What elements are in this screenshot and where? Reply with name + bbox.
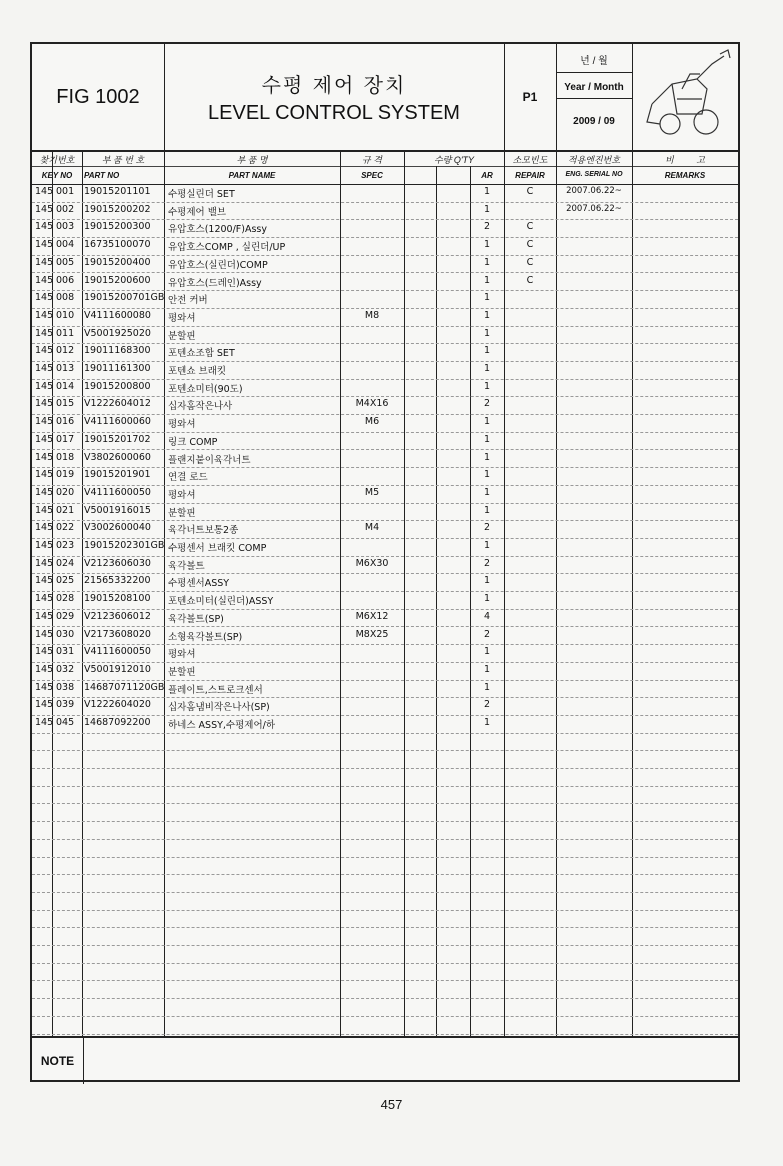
key-number: 005 (56, 256, 75, 268)
part-qty: 2 (483, 557, 491, 569)
key-number: 017 (56, 433, 75, 445)
table-row (32, 750, 738, 769)
key-prefix: 145 (35, 327, 54, 339)
table-row (32, 804, 738, 823)
key-number: 016 (56, 416, 75, 428)
part-repair: C (526, 221, 534, 233)
part-qty: 2 (483, 699, 491, 711)
note-section (32, 1036, 738, 1084)
part-number: V5001912010 (84, 663, 151, 675)
figure-number: FIG 1002 (56, 85, 140, 108)
part-number: 14687092200 (84, 717, 151, 728)
col-spec-ko: 규 격 (362, 155, 382, 165)
table-row (32, 892, 738, 911)
table-row (32, 910, 738, 929)
table-row (32, 786, 738, 805)
part-spec: M4X16 (355, 398, 389, 410)
part-name: 평와셔 (168, 489, 196, 501)
part-name: 수평센서 브래킷 COMP (168, 543, 267, 554)
part-name: 육각볼트 (168, 560, 205, 572)
part-repair: C (526, 239, 534, 251)
part-number: 16735100070 (84, 239, 151, 251)
key-number: 018 (56, 451, 75, 463)
table-row (32, 467, 738, 486)
table-row (32, 644, 738, 663)
key-number: 019 (56, 469, 75, 481)
key-number: 022 (56, 522, 75, 534)
col-serial-ko: 적용엔진번호 (567, 155, 621, 165)
key-prefix: 145 (35, 540, 54, 551)
table-row (32, 821, 738, 840)
part-number: 19015202301GB (84, 540, 165, 551)
key-prefix: 145 (35, 433, 54, 445)
part-name: 연결 로드 (168, 472, 208, 484)
part-name: 평와셔 (168, 649, 196, 661)
col-key-en: KEY NO (41, 171, 73, 180)
table-row (32, 591, 738, 610)
year-month-korean: 년 / 월 (580, 56, 608, 67)
key-prefix: 145 (35, 309, 54, 321)
part-spec: M6X30 (355, 557, 389, 569)
col-repair-ko: 소모빈도 (512, 155, 548, 165)
part-number: V5001925020 (84, 327, 151, 339)
part-number: 19015201101 (84, 186, 151, 197)
part-name: 소형육각볼트(SP) (168, 631, 243, 643)
part-number: 19015200300 (84, 221, 151, 233)
table-row (32, 733, 738, 752)
part-number: 19011168300 (84, 345, 151, 357)
key-number: 045 (56, 717, 75, 728)
part-qty: 1 (483, 593, 491, 605)
tractor-loader-illustration-icon (632, 44, 738, 150)
key-prefix: 145 (35, 203, 54, 215)
part-name: 분할핀 (168, 330, 196, 342)
key-number: 025 (56, 575, 75, 587)
key-number: 020 (56, 486, 75, 498)
part-qty: 2 (483, 221, 491, 233)
table-row (32, 981, 738, 1000)
part-number: 19011161300 (84, 363, 151, 374)
table-row (32, 768, 738, 787)
key-number: 014 (56, 380, 75, 392)
part-qty: 1 (483, 274, 491, 286)
key-prefix: 145 (35, 345, 54, 357)
col-part-en: PART NO (84, 171, 120, 180)
part-number: V2173608020 (84, 628, 151, 640)
page-number: 457 (380, 1097, 403, 1112)
part-number: 19015200800 (84, 380, 151, 392)
key-number: 008 (56, 292, 75, 304)
table-row (32, 343, 738, 362)
part-qty: 1 (483, 504, 491, 516)
col-remarks-en: REMARKS (664, 171, 706, 180)
part-name: 분할핀 (168, 507, 196, 519)
part-qty: 1 (483, 256, 491, 268)
part-qty: 1 (483, 292, 491, 304)
note-label: NOTE (32, 1038, 84, 1084)
part-name: 유압호스(실린더)COMP (168, 259, 268, 271)
part-number: V5001916015 (84, 504, 151, 516)
key-number: 028 (56, 593, 75, 605)
part-serial: 2007.06.22~ (566, 203, 622, 214)
part-name: 평와셔 (168, 312, 196, 324)
part-name: 십자홈작은나사 (168, 401, 233, 413)
part-number: V1222604020 (84, 699, 151, 711)
table-row (32, 237, 738, 256)
col-name-ko: 부 품 명 (236, 155, 268, 165)
part-name: 수평실린더 SET (168, 189, 235, 200)
key-prefix: 145 (35, 646, 54, 658)
key-prefix: 145 (35, 681, 54, 693)
part-qty: 2 (483, 628, 491, 640)
table-row (32, 219, 738, 238)
key-prefix: 145 (35, 380, 54, 392)
part-spec: M8 (364, 309, 380, 321)
key-prefix: 145 (35, 274, 54, 286)
key-number: 003 (56, 221, 75, 233)
part-number: 19015200600 (84, 274, 151, 286)
key-prefix: 145 (35, 256, 54, 268)
col-qty-ko: 수량 Q'TY (433, 155, 475, 165)
header-block (32, 44, 738, 152)
part-qty: 1 (483, 486, 491, 498)
part-name: 육각볼트(SP) (168, 613, 224, 625)
part-name: 플레이트,스트로크센서 (168, 684, 263, 696)
part-number: 21565332200 (84, 575, 151, 587)
table-row (32, 963, 738, 982)
part-qty: 1 (483, 540, 491, 551)
key-prefix: 145 (35, 486, 54, 498)
part-qty: 1 (483, 363, 491, 374)
key-prefix: 145 (35, 469, 54, 481)
key-prefix: 145 (35, 398, 54, 410)
part-number: V2123606012 (84, 610, 151, 622)
table-row (32, 361, 738, 380)
key-prefix: 145 (35, 221, 54, 233)
table-row (32, 697, 738, 716)
table-row (32, 450, 738, 469)
part-repair: C (526, 274, 534, 286)
table-row (32, 998, 738, 1017)
part-qty: 1 (483, 433, 491, 445)
key-number: 021 (56, 504, 75, 516)
part-qty: 1 (483, 575, 491, 587)
year-month-english: Year / Month (564, 82, 624, 93)
part-number: 19015208100 (84, 593, 151, 605)
key-number: 002 (56, 203, 75, 215)
key-number: 010 (56, 309, 75, 321)
col-repair-en: REPAIR (515, 171, 545, 180)
key-prefix: 145 (35, 628, 54, 640)
table-row (32, 326, 738, 345)
year-month-block (556, 44, 632, 150)
part-qty: 1 (483, 416, 491, 428)
part-spec: M6 (364, 416, 380, 428)
key-prefix: 145 (35, 663, 54, 675)
table-row (32, 627, 738, 646)
part-name: 플랜지붙이육각너트 (168, 454, 251, 466)
part-name: 분할핀 (168, 666, 196, 678)
part-qty: 1 (483, 380, 491, 392)
key-number: 012 (56, 345, 75, 357)
col-name-en: PART NAME (228, 171, 276, 180)
table-row (32, 503, 738, 522)
col-key-ko: 찾기번호 (39, 155, 75, 165)
key-prefix: 145 (35, 575, 54, 587)
key-number: 031 (56, 646, 75, 658)
part-name: 유압호스(드레인)Assy (168, 277, 262, 289)
part-qty: 2 (483, 522, 491, 534)
table-row (32, 556, 738, 575)
part-name: 평와셔 (168, 419, 196, 431)
part-name: 수평제어 밸브 (168, 206, 227, 218)
key-prefix: 145 (35, 717, 54, 728)
table-row (32, 609, 738, 628)
key-number: 030 (56, 628, 75, 640)
table-row (32, 485, 738, 504)
part-name: 포텐쇼미터(실린더)ASSY (168, 596, 274, 608)
part-number: V4111600080 (84, 309, 151, 321)
year-month-value: 2009 / 09 (573, 116, 615, 127)
key-prefix: 145 (35, 557, 54, 569)
key-number: 004 (56, 239, 75, 251)
part-spec: M5 (364, 486, 380, 498)
key-prefix: 145 (35, 699, 54, 711)
key-number: 039 (56, 699, 75, 711)
part-qty: 1 (483, 309, 491, 321)
key-number: 013 (56, 363, 75, 374)
table-row (32, 379, 738, 398)
table-row (32, 432, 738, 451)
key-prefix: 145 (35, 363, 54, 374)
part-repair: C (526, 186, 534, 197)
key-prefix: 145 (35, 610, 54, 622)
part-qty: 2 (483, 398, 491, 410)
key-number: 038 (56, 681, 75, 693)
part-repair: C (526, 256, 534, 268)
key-prefix: 145 (35, 292, 54, 304)
key-prefix: 145 (35, 451, 54, 463)
table-row (32, 255, 738, 274)
part-qty: 1 (483, 345, 491, 357)
table-row (32, 396, 738, 415)
part-spec: M8X25 (355, 628, 389, 640)
part-serial: 2007.06.22~ (566, 186, 622, 196)
table-row (32, 839, 738, 858)
table-row (32, 945, 738, 964)
table-row (32, 874, 738, 893)
table-row (32, 290, 738, 309)
col-spec-en: SPEC (361, 171, 383, 180)
table-row (32, 308, 738, 327)
part-qty: 1 (483, 681, 491, 693)
key-prefix: 145 (35, 504, 54, 516)
part-qty: 1 (483, 646, 491, 658)
part-name: 안전 커버 (168, 295, 208, 307)
part-qty: 1 (483, 663, 491, 675)
part-name: 포텐쇼 브래킷 (168, 366, 227, 377)
part-qty: 4 (483, 610, 491, 622)
part-name: 링크 COMP (168, 436, 218, 448)
table-row (32, 662, 738, 681)
part-number: V4111600050 (84, 646, 151, 658)
part-qty: 1 (483, 203, 491, 215)
table-row (32, 1016, 738, 1035)
key-number: 011 (56, 327, 75, 339)
key-number: 001 (56, 186, 75, 197)
page-label: P1 (522, 90, 538, 104)
part-number: 19015201901 (84, 469, 151, 481)
parts-list-sheet (30, 42, 740, 1082)
table-row (32, 538, 738, 557)
part-number: V4111600050 (84, 486, 151, 498)
part-name: 하네스 ASSY,수평제어/하 (168, 720, 276, 731)
table-row (32, 927, 738, 946)
part-name: 십자홈냄비작은나사(SP) (168, 702, 270, 714)
key-prefix: 145 (35, 593, 54, 605)
key-number: 029 (56, 610, 75, 622)
part-name: 유압호스COMP , 실린더/UP (168, 242, 286, 254)
part-number: V1222604012 (84, 398, 151, 410)
part-spec: M6X12 (355, 610, 389, 622)
part-number: V2123606030 (84, 557, 151, 569)
table-row (32, 184, 738, 203)
part-number: 19015200202 (84, 203, 151, 215)
part-name: 수평센서ASSY (168, 578, 230, 590)
key-number: 023 (56, 540, 75, 551)
col-serial-en: ENG. SERIAL NO (565, 171, 623, 178)
part-qty: 1 (483, 327, 491, 339)
col-qty-en: AR (481, 171, 493, 180)
page-title (164, 44, 504, 150)
part-name: 포텐쇼조합 SET (168, 348, 235, 360)
part-number: 14687071120GB (84, 681, 165, 693)
part-number: 19015200400 (84, 256, 151, 268)
col-part-ko: 부 품 번 호 (101, 155, 145, 165)
table-row (32, 857, 738, 876)
part-qty: 1 (483, 186, 491, 197)
table-row (32, 520, 738, 539)
table-row (32, 680, 738, 699)
key-prefix: 145 (35, 416, 54, 428)
part-name: 포텐쇼미터(90도) (168, 383, 243, 395)
title-english: LEVEL CONTROL SYSTEM (208, 102, 460, 124)
part-qty: 1 (483, 239, 491, 251)
part-spec: M4 (364, 522, 380, 534)
part-number: 19015201702 (84, 433, 151, 445)
key-prefix: 145 (35, 239, 54, 251)
part-qty: 1 (483, 717, 491, 728)
table-row (32, 715, 738, 734)
key-prefix: 145 (35, 522, 54, 534)
part-number: V4111600060 (84, 416, 151, 428)
part-name: 유압호스(1200/F)Assy (168, 224, 267, 236)
part-qty: 1 (483, 451, 491, 463)
title-korean: 수평 제어 장치 (261, 73, 407, 97)
part-number: V3802600060 (84, 451, 151, 463)
key-number: 015 (56, 398, 75, 410)
part-name: 육각너트보통2종 (168, 525, 239, 537)
key-number: 032 (56, 663, 75, 675)
table-row (32, 202, 738, 221)
col-remarks-ko: 비 고 (665, 155, 705, 165)
part-number: 19015200701GB (84, 292, 165, 304)
part-qty: 1 (483, 469, 491, 481)
key-prefix: 145 (35, 186, 54, 197)
part-number: V3002600040 (84, 522, 151, 534)
table-row (32, 414, 738, 433)
table-row (32, 573, 738, 592)
key-number: 006 (56, 274, 75, 286)
key-number: 024 (56, 557, 75, 569)
table-row (32, 273, 738, 292)
